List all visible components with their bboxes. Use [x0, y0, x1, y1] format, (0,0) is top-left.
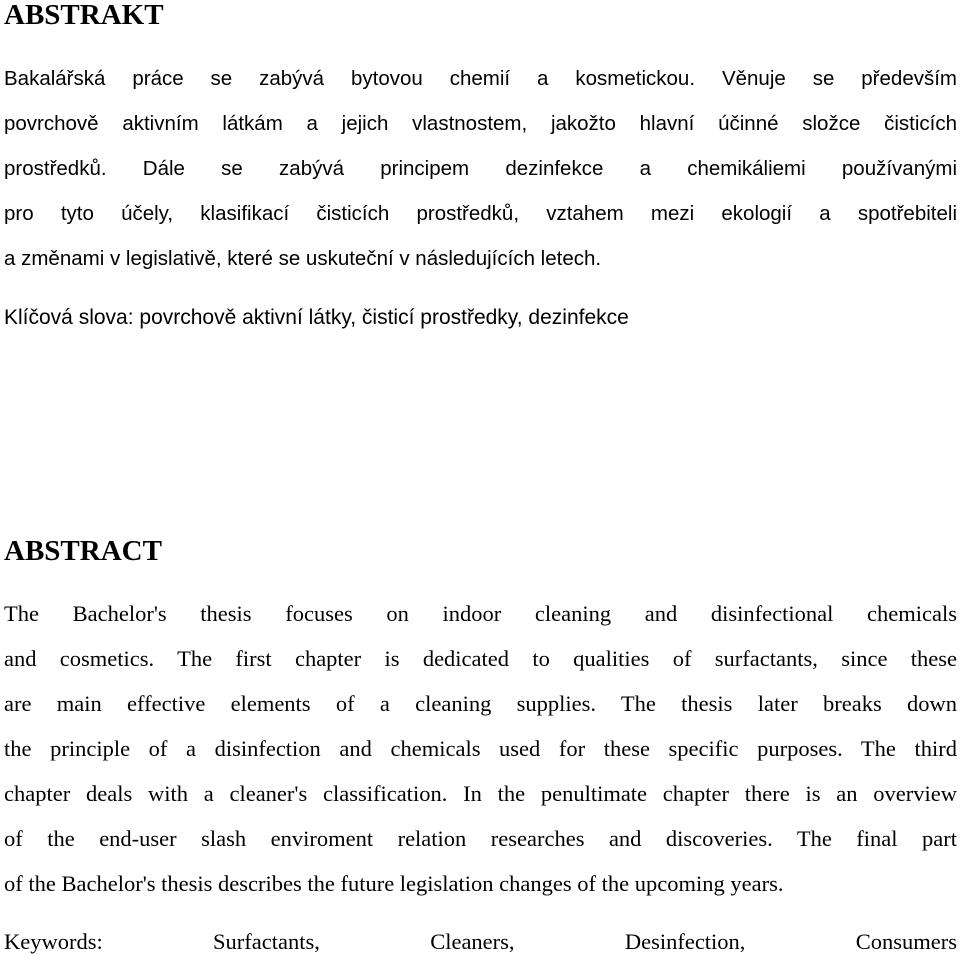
abstrakt-line: prostředků. Dále se zabývá principem dezinfekce a chemikáliemi používanými: [4, 157, 957, 180]
abstract-line: the principle of a disinfection and chemicals used for these specific purposes. The third: [4, 736, 957, 761]
abstract-keywords: Keywords: Surfactants, Cleaners, Desinfection, Consumers: [4, 929, 957, 954]
abstract-line: are main effective elements of a cleaning supplies. The thesis later breaks down: [4, 691, 957, 716]
abstract-line: of the Bachelor's thesis describes the future legislation changes of the upcoming years.: [4, 871, 784, 896]
abstract-line: and cosmetics. The first chapter is dedicated to qualities of surfactants, since these: [4, 646, 957, 671]
abstrakt-line: Bakalářská práce se zabývá bytovou chemií a kosmetickou. Věnuje se především: [4, 67, 957, 90]
abstract-line: of the end-user slash enviroment relation researches and discoveries. The final part: [4, 826, 957, 851]
abstrakt-heading: ABSTRAKT: [4, 0, 164, 31]
abstract-line: The Bachelor's thesis focuses on indoor cleaning and disinfectional chemicals: [4, 601, 957, 626]
abstract-paragraph: [4, 591, 957, 906]
abstrakt-keywords: Klíčová slova: povrchově aktivní látky, čisticí prostředky, dezinfekce: [4, 306, 629, 329]
abstrakt-line: pro tyto účely, klasifikací čisticích prostředků, vztahem mezi ekologií a spotřebiteli: [4, 202, 957, 225]
abstrakt-line: povrchově aktivním látkám a jejich vlastnostem, jakožto hlavní účinné složce čisticích: [4, 112, 957, 135]
abstrakt-paragraph: [4, 56, 957, 281]
abstract-heading: ABSTRACT: [4, 535, 162, 567]
abstract-line: chapter deals with a cleaner's classification. In the penultimate chapter there is an overview: [4, 781, 957, 806]
abstrakt-line: a změnami v legislativě, které se uskuteční v následujících letech.: [4, 247, 602, 270]
